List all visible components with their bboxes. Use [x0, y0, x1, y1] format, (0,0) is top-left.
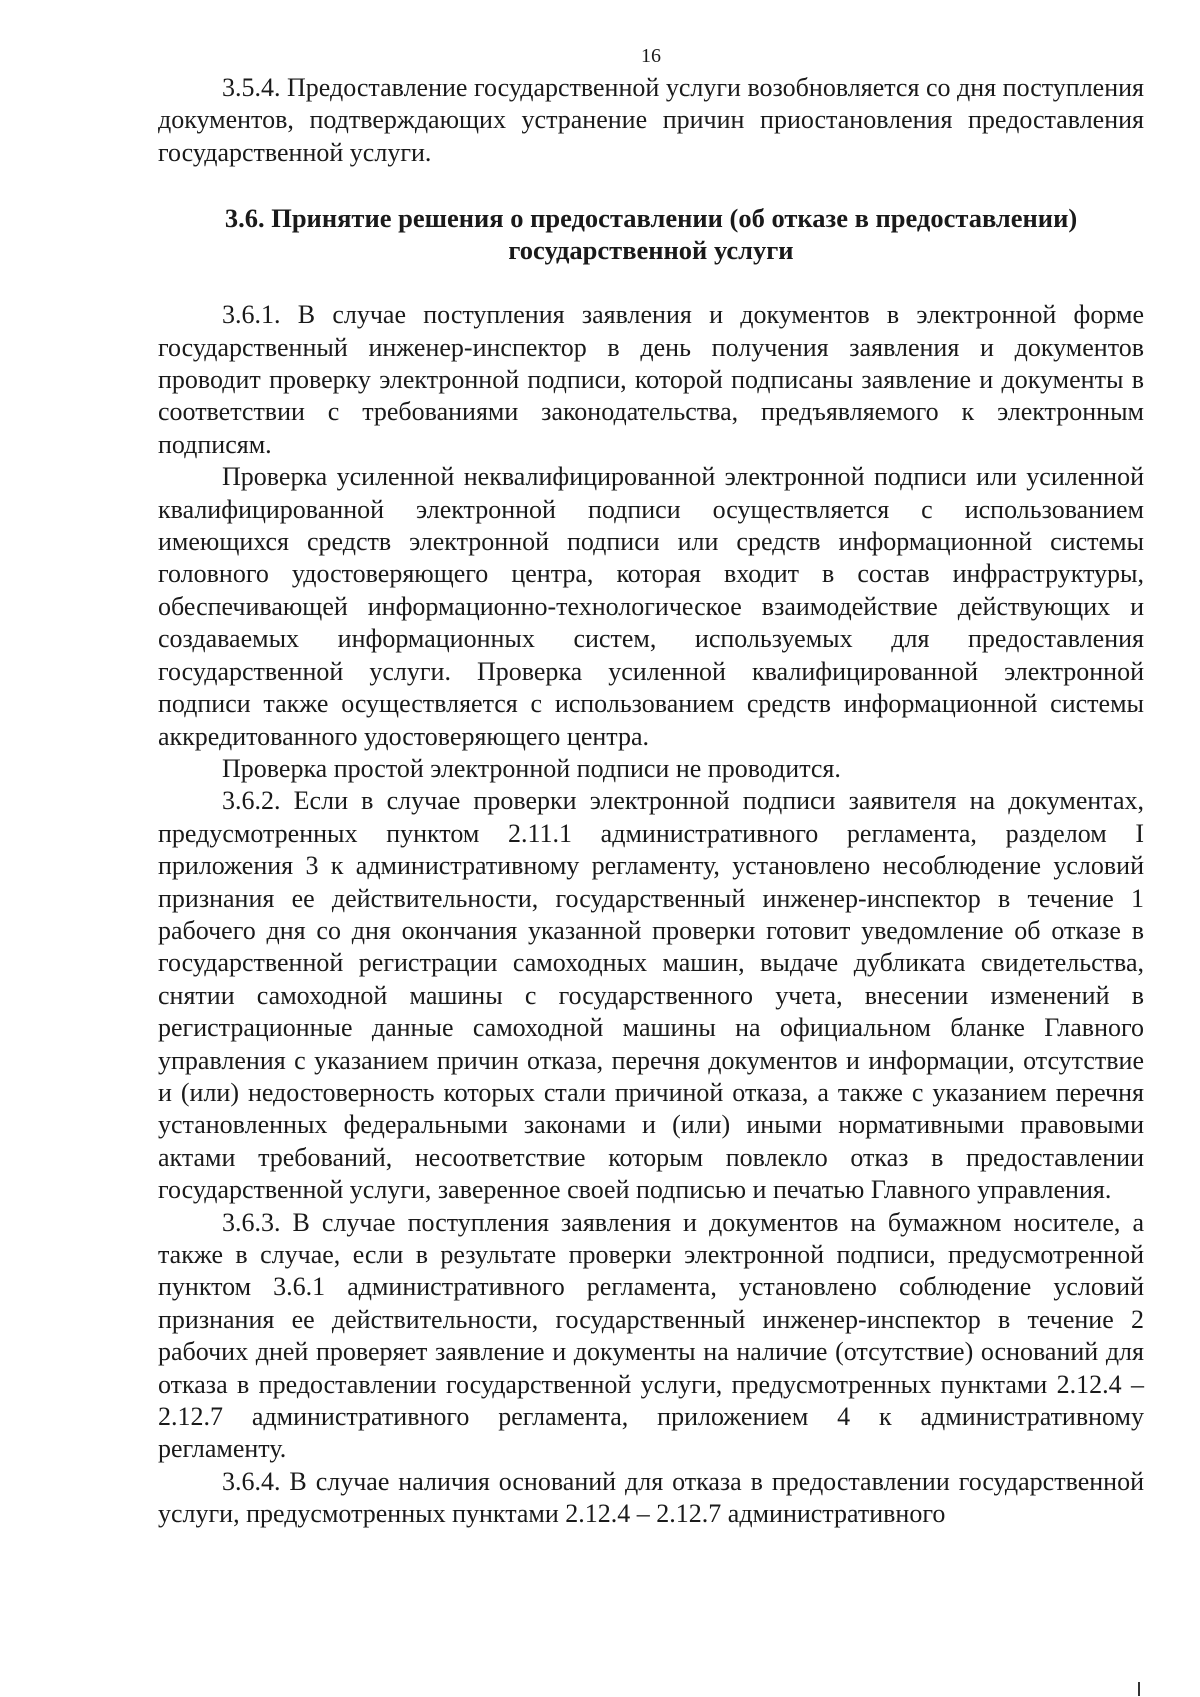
paragraph-3-6-3: 3.6.3. В случае поступления заявления и документов на бумажном носителе, а также в случае, если в результате проверки электронной подписи, предусмотренной пунктом 3.6.1 административного регламента, установлено соблюдение условий признания ее действительности, государственный инженер-инспектор в течение 2 рабочих дней проверяет заявление и документы на наличие (отсутствие) оснований для отказа в предоставлении государственной услуги, предусмотренных пунктами 2.12.4 – 2.12.7 административного регламента, приложением 4 к административному регламенту.	[158, 1207, 1144, 1464]
section-heading-3-6	[158, 202, 1144, 266]
page-number: 16	[641, 45, 661, 67]
paragraph-3-6-4: 3.6.4. В случае наличия оснований для отказа в предоставлении государственной услуги, предусмотренных пунктами 2.12.4 – 2.12.7 административного	[158, 1466, 1144, 1529]
paragraph-3-5-4: 3.5.4. Предоставление государственной услуги возобновляется со дня поступления документов, подтверждающих устранение причин приостановления предоставления государственной услуги.	[158, 73, 1144, 167]
paragraph-3-6-2: 3.6.2. Если в случае проверки электронной подписи заявителя на документах, предусмотренных пунктом 2.11.1 административного регламента, разделом I приложения 3 к административному регламенту, установлено несоблюдение условий признания ее действительности, государственный инженер-инспектор в течение 1 рабочего дня со дня окончания указанной проверки готовит уведомление об отказе в государственной регистрации самоходных машин, выдаче дубликата свидетельства, снятии самоходной машины с государственного учета, внесении изменений в регистрационные данные самоходной машины на официальном бланке Главного управления с указанием причин отказа, перечня документов и информации, отсутствие и (или) недостоверность которых стали причиной отказа, а также с указанием перечня установленных федеральными законами и (или) иными нормативными правовыми актами требований, несоответствие которым повлекло отказ в предоставлении государственной услуги, заверенное своей подписью и печатью Главного управления.	[158, 786, 1144, 1205]
scan-edge-mark	[1138, 1682, 1140, 1696]
paragraph-signature-check: Проверка усиленной неквалифицированной электронной подписи или усиленной квалифицированной электронной подписи осуществляется с использованием имеющихся средств электронной подписи или средств информационной системы головного удостоверяющего центра, которая входит в состав инфраструктуры, обеспечивающей информационно-технологическое взаимодействие действующих и создаваемых информационных систем, используемых для предоставления государственной услуги. Проверка усиленной квалифицированной электронной подписи также осуществляется с использованием средств информационной системы аккредитованного удостоверяющего центра.	[158, 462, 1144, 751]
section-heading-line-2: государственной услуги	[508, 235, 794, 266]
section-heading-line-1: 3.6. Принятие решения о предоставлении (об отказе в предоставлении)	[224, 203, 1078, 234]
paragraph-3-6-1: 3.6.1. В случае поступления заявления и документов в электронной форме государственный инженер-инспектор в день получения заявления и документов проводит проверку электронной подписи, которой подписаны заявление и документы в соответствии с требованиями законодательства, предъявляемого к электронным подписям.	[158, 300, 1144, 459]
paragraph-simple-signature: Проверка простой электронной подписи не проводится.	[222, 753, 841, 783]
document-page	[158, 44, 1144, 1531]
